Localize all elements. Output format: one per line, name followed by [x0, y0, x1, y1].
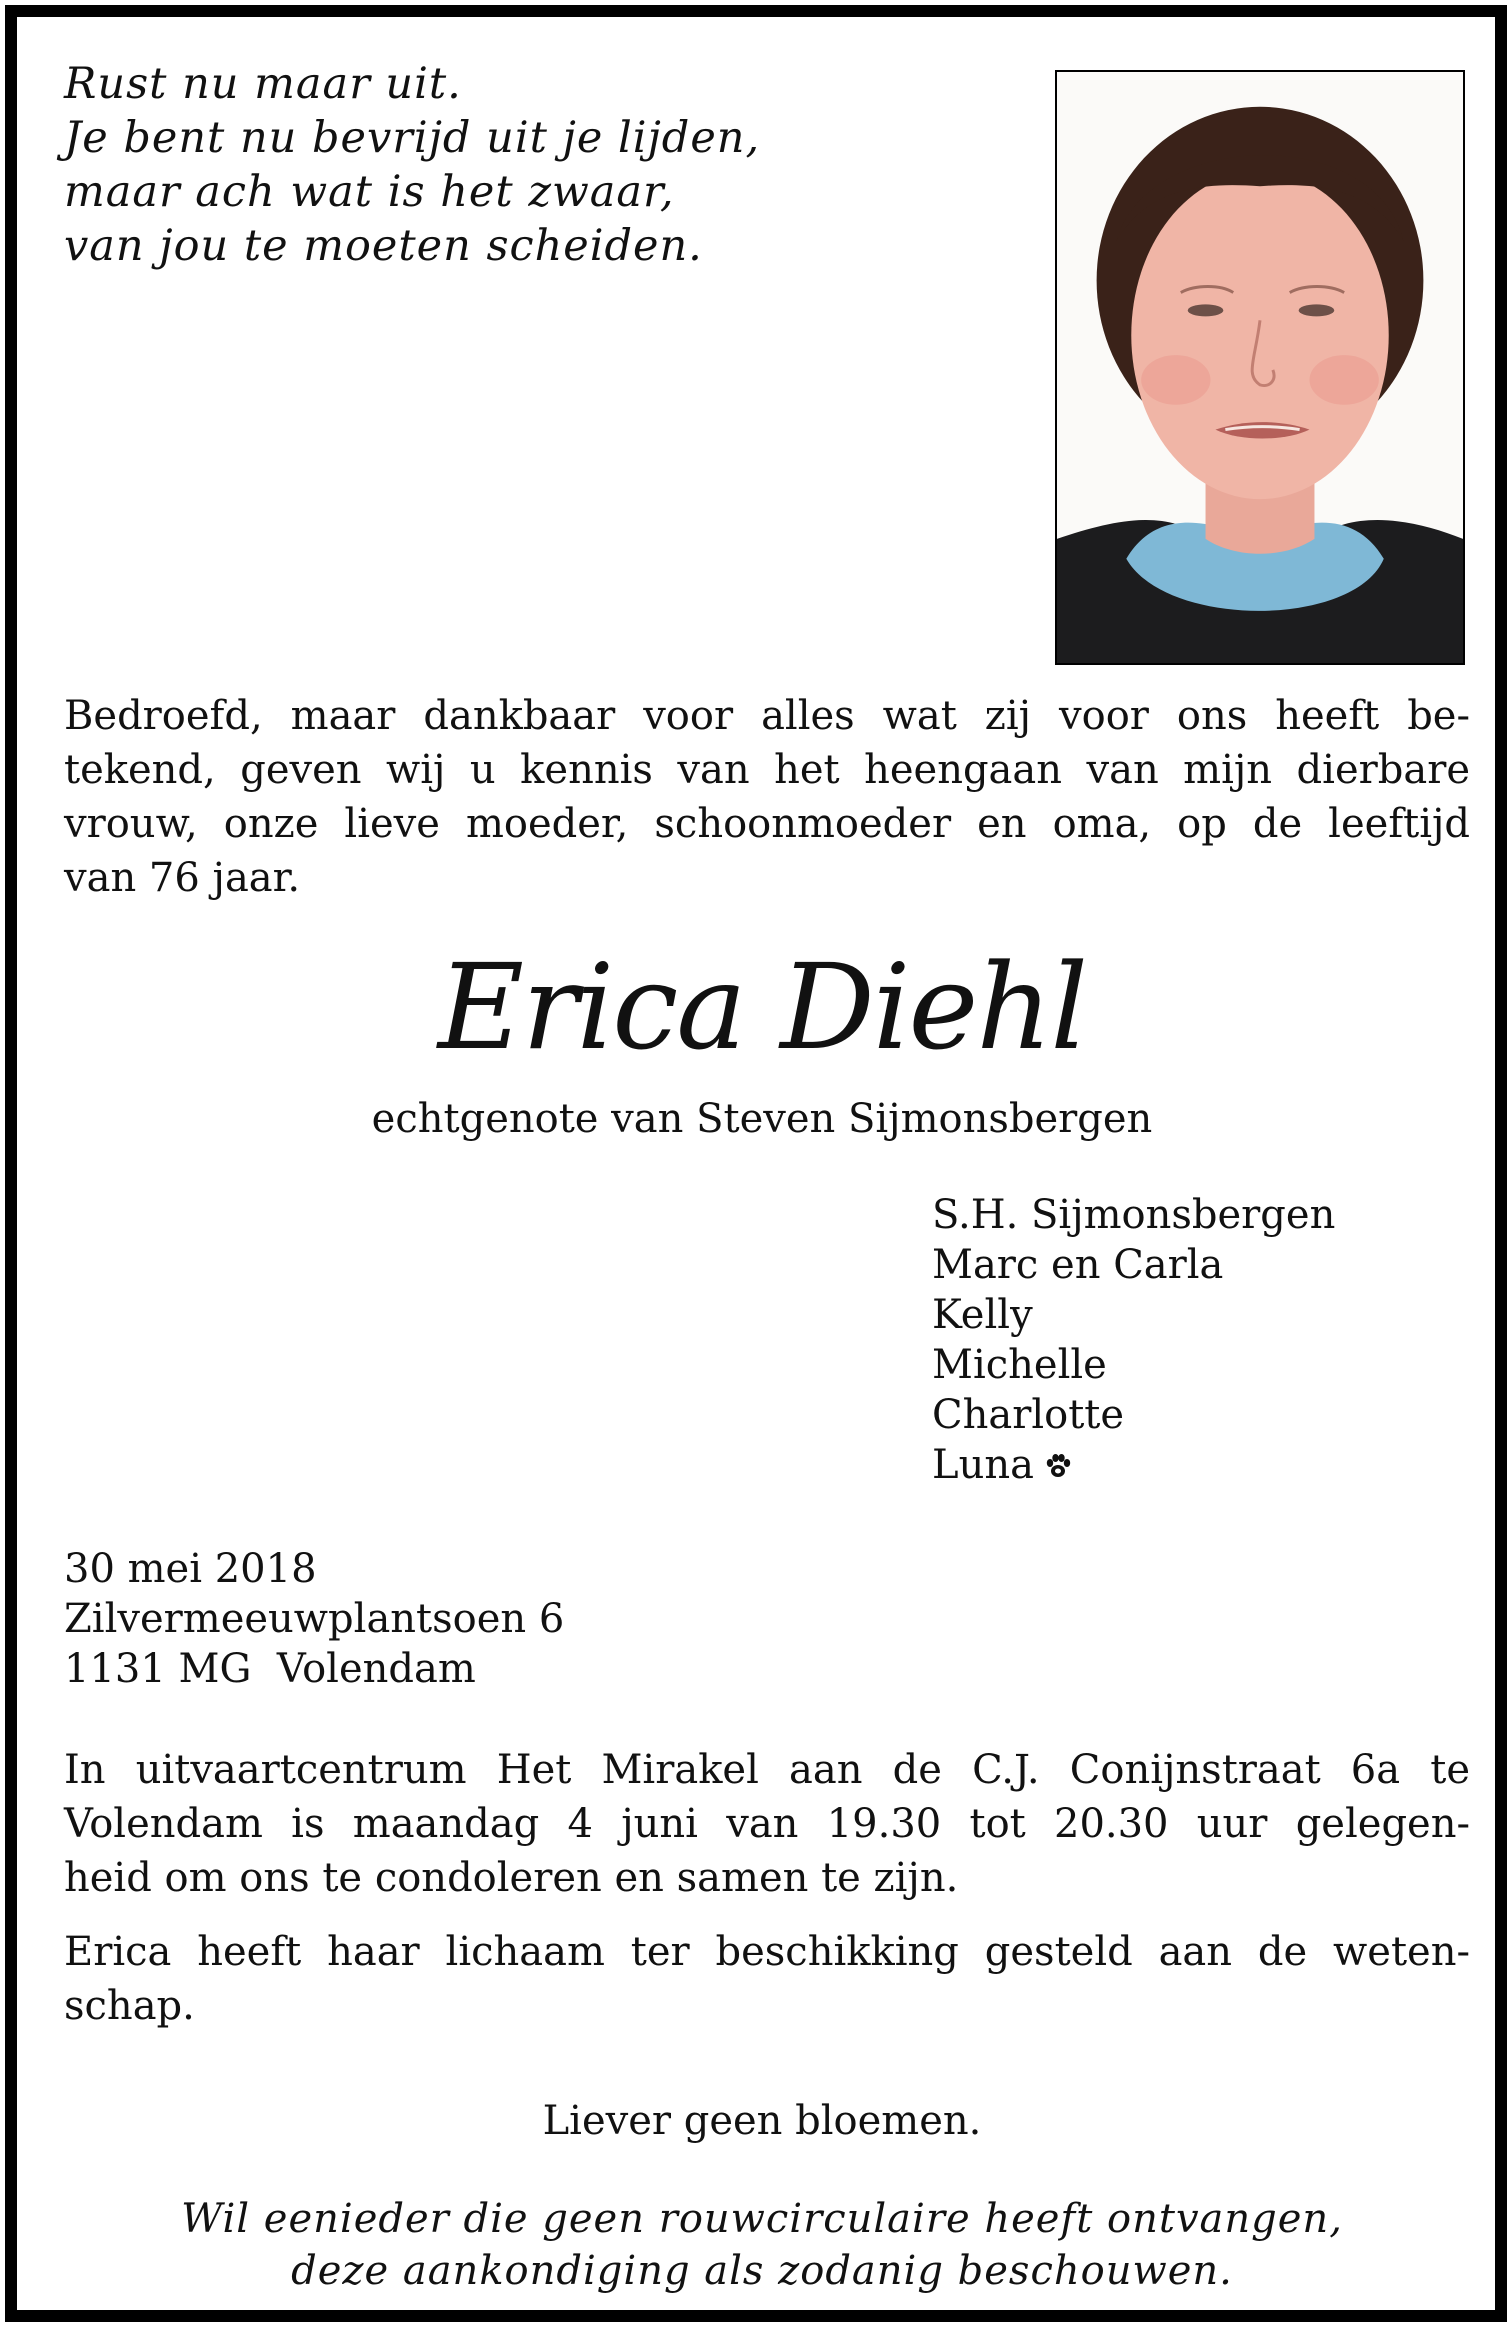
poem-line: van jou te moeten scheiden. [64, 221, 703, 271]
postal-city: 1131 MG Volendam [64, 1646, 476, 1692]
intro-line: Bedroefd, maar dankbaar voor alles wat zij voor ons heeft be- [64, 693, 1470, 739]
street-address: Zilvermeeuwplantsoen 6 [64, 1596, 565, 1642]
family-member: S.H. Sijmonsbergen [932, 1192, 1336, 1238]
intro-line: tekend, geven wij u kennis van het heengaan van mijn dierbare [64, 747, 1470, 793]
family-member-name: Luna [932, 1442, 1034, 1488]
intro-line: vrouw, onze lieve moeder, schoonmoeder en oma, op de leeftijd [64, 801, 1470, 847]
family-member: Charlotte [932, 1392, 1125, 1438]
date-of-death: 30 mei 2018 [64, 1546, 317, 1592]
family-member: Marc en Carla [932, 1242, 1224, 1288]
announcement-frame [5, 5, 1507, 2322]
condolence-line: Volendam is maandag 4 juni van 19.30 tot 20.30 uur gelegen- [64, 1801, 1470, 1847]
condolence-paragraph [64, 1743, 1470, 1905]
poem-line: maar ach wat is het zwaar, [64, 167, 675, 217]
science-line: schap. [64, 1983, 195, 2029]
poem-line: Rust nu maar uit. [64, 59, 462, 109]
portrait-photo [1055, 70, 1465, 665]
family-member: Kelly [932, 1292, 1033, 1338]
family-member: Michelle [932, 1342, 1107, 1388]
address-block [64, 1544, 564, 1694]
intro-line: van 76 jaar. [64, 855, 301, 901]
family-member-pet [932, 1440, 1335, 1490]
science-paragraph [64, 1925, 1470, 2033]
paw-print-icon [1042, 1444, 1074, 1476]
poem-line: Je bent nu bevrijd uit je lijden, [64, 113, 761, 163]
deceased-name: Erica Diehl [437, 938, 1087, 1076]
closing-line: Wil eenieder die geen rouwcirculaire heeft ontvangen, [181, 2196, 1343, 2242]
closing-note [17, 2193, 1507, 2297]
portrait-illustration [1057, 72, 1463, 663]
intro-paragraph [64, 689, 1470, 905]
spouse-line: echtgenote van Steven Sijmonsbergen [371, 1096, 1153, 1142]
no-flowers-note: Liever geen bloemen. [542, 2098, 982, 2144]
closing-line: deze aankondiging als zodanig beschouwen. [291, 2248, 1233, 2294]
poem [64, 57, 760, 273]
condolence-line: heid om ons te condoleren en samen te zijn. [64, 1855, 959, 1901]
condolence-line: In uitvaartcentrum Het Mirakel aan de C.J. Conijnstraat 6a te [64, 1747, 1470, 1793]
family-list [932, 1190, 1335, 1490]
science-line: Erica heeft haar lichaam ter beschikking gesteld aan de weten- [64, 1929, 1470, 1975]
